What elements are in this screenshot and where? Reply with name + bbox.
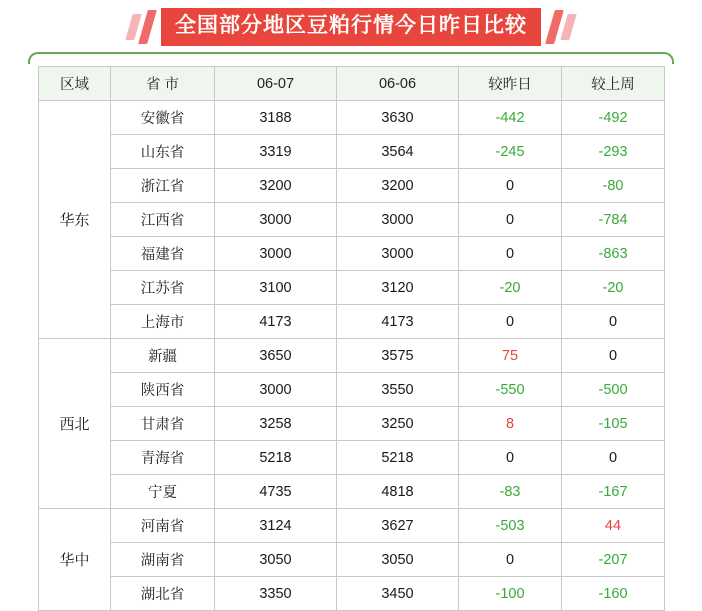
change-vs-week-cell: 0	[562, 339, 665, 373]
region-cell: 华中	[39, 509, 111, 611]
price-today-cell: 4173	[215, 305, 337, 339]
table-row	[39, 373, 665, 407]
column-header-region: 区域	[39, 67, 111, 101]
price-today-cell: 5218	[215, 441, 337, 475]
price-yesterday-cell: 3000	[337, 237, 459, 271]
table-header	[39, 67, 665, 101]
price-yesterday-cell: 3200	[337, 169, 459, 203]
change-vs-yesterday-cell: 75	[459, 339, 562, 373]
price-yesterday-cell: 3627	[337, 509, 459, 543]
price-today-cell: 3100	[215, 271, 337, 305]
change-vs-yesterday-cell: -245	[459, 135, 562, 169]
price-yesterday-cell: 4818	[337, 475, 459, 509]
column-header-today: 06-07	[215, 67, 337, 101]
province-cell: 山东省	[111, 135, 215, 169]
table-row	[39, 509, 665, 543]
column-header-vs-yesterday: 较昨日	[459, 67, 562, 101]
province-cell: 河南省	[111, 509, 215, 543]
price-yesterday-cell: 5218	[337, 441, 459, 475]
table-row	[39, 441, 665, 475]
province-cell: 浙江省	[111, 169, 215, 203]
change-vs-yesterday-cell: 0	[459, 169, 562, 203]
change-vs-yesterday-cell: -100	[459, 577, 562, 611]
province-cell: 陕西省	[111, 373, 215, 407]
province-cell: 新疆	[111, 339, 215, 373]
province-cell: 上海市	[111, 305, 215, 339]
province-cell: 宁夏	[111, 475, 215, 509]
change-vs-yesterday-cell: 0	[459, 441, 562, 475]
column-header-province: 省 市	[111, 67, 215, 101]
price-yesterday-cell: 3000	[337, 203, 459, 237]
column-header-vs-week: 较上周	[562, 67, 665, 101]
province-cell: 甘肃省	[111, 407, 215, 441]
change-vs-week-cell: -863	[562, 237, 665, 271]
soybean-meal-price-table	[38, 66, 665, 611]
region-cell: 华东	[39, 101, 111, 339]
price-today-cell: 3124	[215, 509, 337, 543]
change-vs-week-cell: -500	[562, 373, 665, 407]
column-header-yesterday: 06-06	[337, 67, 459, 101]
price-today-cell: 3319	[215, 135, 337, 169]
price-yesterday-cell: 3630	[337, 101, 459, 135]
price-yesterday-cell: 3050	[337, 543, 459, 577]
region-cell: 西北	[39, 339, 111, 509]
table-body	[39, 101, 665, 611]
slash-icon	[560, 14, 576, 40]
table-row	[39, 169, 665, 203]
table-container	[38, 66, 664, 611]
price-today-cell: 4735	[215, 475, 337, 509]
change-vs-week-cell: -80	[562, 169, 665, 203]
change-vs-yesterday-cell: 0	[459, 237, 562, 271]
change-vs-week-cell: -105	[562, 407, 665, 441]
price-today-cell: 3258	[215, 407, 337, 441]
price-today-cell: 3200	[215, 169, 337, 203]
table-row	[39, 339, 665, 373]
change-vs-yesterday-cell: 0	[459, 543, 562, 577]
price-today-cell: 3050	[215, 543, 337, 577]
province-cell: 江西省	[111, 203, 215, 237]
change-vs-yesterday-cell: 0	[459, 305, 562, 339]
header-row	[39, 67, 665, 101]
change-vs-week-cell: -207	[562, 543, 665, 577]
price-yesterday-cell: 3550	[337, 373, 459, 407]
change-vs-week-cell: -784	[562, 203, 665, 237]
price-today-cell: 3000	[215, 237, 337, 271]
change-vs-yesterday-cell: -550	[459, 373, 562, 407]
change-vs-yesterday-cell: 8	[459, 407, 562, 441]
province-cell: 湖北省	[111, 577, 215, 611]
price-today-cell: 3188	[215, 101, 337, 135]
right-slash-decoration	[550, 10, 573, 44]
page-root	[0, 4, 702, 611]
title-banner	[0, 4, 702, 50]
table-row	[39, 407, 665, 441]
table-row	[39, 135, 665, 169]
change-vs-yesterday-cell: 0	[459, 203, 562, 237]
table-row	[39, 237, 665, 271]
province-cell: 江苏省	[111, 271, 215, 305]
province-cell: 湖南省	[111, 543, 215, 577]
change-vs-week-cell: -20	[562, 271, 665, 305]
price-today-cell: 3650	[215, 339, 337, 373]
province-cell: 青海省	[111, 441, 215, 475]
left-slash-decoration	[129, 10, 152, 44]
change-vs-week-cell: -167	[562, 475, 665, 509]
change-vs-week-cell: -492	[562, 101, 665, 135]
change-vs-yesterday-cell: -20	[459, 271, 562, 305]
table-row	[39, 543, 665, 577]
table-row	[39, 203, 665, 237]
province-cell: 安徽省	[111, 101, 215, 135]
change-vs-yesterday-cell: -442	[459, 101, 562, 135]
table-row	[39, 305, 665, 339]
change-vs-week-cell: 44	[562, 509, 665, 543]
table-row	[39, 101, 665, 135]
change-vs-week-cell: -293	[562, 135, 665, 169]
change-vs-yesterday-cell: -83	[459, 475, 562, 509]
province-cell: 福建省	[111, 237, 215, 271]
change-vs-week-cell: -160	[562, 577, 665, 611]
price-yesterday-cell: 3450	[337, 577, 459, 611]
change-vs-week-cell: 0	[562, 441, 665, 475]
price-today-cell: 3350	[215, 577, 337, 611]
price-yesterday-cell: 3564	[337, 135, 459, 169]
table-row	[39, 271, 665, 305]
price-yesterday-cell: 4173	[337, 305, 459, 339]
change-vs-week-cell: 0	[562, 305, 665, 339]
table-row	[39, 475, 665, 509]
change-vs-yesterday-cell: -503	[459, 509, 562, 543]
table-row	[39, 577, 665, 611]
price-yesterday-cell: 3250	[337, 407, 459, 441]
price-today-cell: 3000	[215, 373, 337, 407]
price-yesterday-cell: 3120	[337, 271, 459, 305]
price-yesterday-cell: 3575	[337, 339, 459, 373]
price-today-cell: 3000	[215, 203, 337, 237]
page-title: 全国部分地区豆粕行情今日昨日比较	[161, 8, 541, 45]
